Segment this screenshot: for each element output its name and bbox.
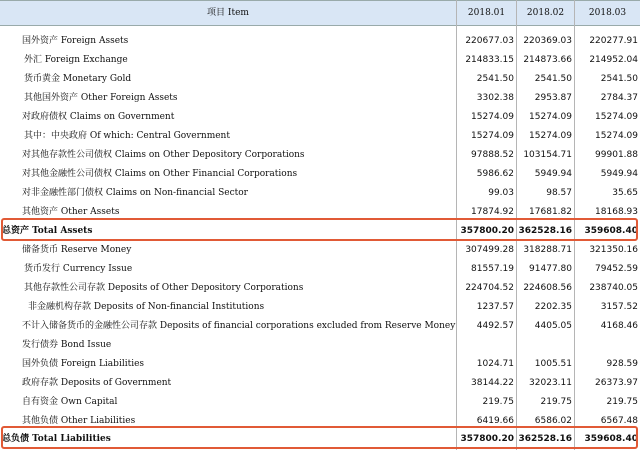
cell-value: 220677.03 — [465, 36, 514, 46]
table-row — [0, 298, 640, 317]
row-label: 不计入储备货币的金融性公司存款 Deposits of financial corporations excluded from Reserve Money — [22, 321, 456, 331]
cell-value: 91477.80 — [529, 264, 572, 274]
header-col-2018-03: 2018.03 — [574, 1, 640, 25]
table-row — [0, 108, 640, 127]
total-liabilities-highlight — [1, 426, 638, 449]
row-label: 对政府债权 Claims on Government — [22, 112, 175, 122]
cell-value: 81557.19 — [471, 264, 514, 274]
row-label: 外汇 Foreign Exchange — [24, 55, 128, 65]
cell-value: 99901.88 — [595, 150, 638, 160]
cell-value: 103154.71 — [523, 150, 572, 160]
table-header — [0, 0, 640, 26]
cell-value: 4405.05 — [534, 321, 572, 331]
cell-value: 32023.11 — [529, 378, 572, 388]
cell-value: 928.59 — [606, 359, 638, 369]
row-label: 总负债 Total Liabilities — [2, 434, 111, 444]
cell-value: 5986.62 — [476, 169, 514, 179]
table-row — [0, 51, 640, 70]
row-label: 其他国外资产 Other Foreign Assets — [24, 93, 178, 103]
cell-value: 219.75 — [606, 397, 638, 407]
cell-value: 238740.05 — [589, 283, 638, 293]
cell-value: 17681.82 — [529, 207, 572, 217]
cell-value: 359608.40 — [584, 434, 638, 444]
row-label: 自有资金 Own Capital — [22, 397, 118, 407]
cell-value: 224608.56 — [523, 283, 572, 293]
cell-value: 321350.16 — [589, 245, 638, 255]
row-label: 对其他金融性公司债权 Claims on Other Financial Corporations — [22, 169, 298, 179]
table-row — [0, 374, 640, 393]
cell-value — [574, 336, 640, 355]
cell-value: 15274.09 — [471, 131, 514, 141]
cell-value: 4168.46 — [600, 321, 638, 331]
row-label: 货币黄金 Monetary Gold — [24, 74, 132, 84]
cell-value: 1237.57 — [476, 302, 514, 312]
table-row — [0, 317, 640, 336]
cell-value: 97888.52 — [471, 150, 514, 160]
table-row — [0, 393, 640, 412]
cell-value: 220277.91 — [589, 36, 638, 46]
cell-value: 5949.94 — [600, 169, 638, 179]
row-label: 货币发行 Currency Issue — [24, 264, 133, 274]
cell-value: 2784.37 — [600, 93, 638, 103]
cell-value: 2953.87 — [534, 93, 572, 103]
table-row — [0, 184, 640, 203]
cell-value: 220369.03 — [523, 36, 572, 46]
cell-value: 17874.92 — [471, 207, 514, 217]
cell-value: 35.65 — [612, 188, 638, 198]
cell-value: 6419.66 — [476, 416, 514, 426]
cell-value: 4492.57 — [476, 321, 514, 331]
cell-value: 3302.38 — [476, 93, 514, 103]
table-row — [0, 146, 640, 165]
cell-value: 99.03 — [488, 188, 514, 198]
cell-value: 318288.71 — [523, 245, 572, 255]
cell-value: 219.75 — [540, 397, 572, 407]
cell-value: 2202.35 — [534, 302, 572, 312]
table-row — [0, 279, 640, 298]
cell-value: 98.57 — [546, 188, 572, 198]
cell-value: 357800.20 — [460, 226, 514, 236]
table-row — [0, 127, 640, 146]
cell-value: 15274.09 — [529, 131, 572, 141]
cell-value: 18168.93 — [595, 207, 638, 217]
cell-value: 6586.02 — [534, 416, 572, 426]
table-row — [0, 70, 640, 89]
cell-value: 219.75 — [482, 397, 514, 407]
cell-value: 2541.50 — [534, 74, 572, 84]
cell-value: 2541.50 — [600, 74, 638, 84]
table-row — [0, 32, 640, 51]
row-label: 政府存款 Deposits of Government — [22, 378, 172, 388]
row-label: 总资产 Total Assets — [2, 226, 93, 236]
cell-value — [456, 336, 516, 355]
cell-value: 3157.52 — [600, 302, 638, 312]
cell-value: 214952.04 — [589, 55, 638, 65]
row-label: 其他资产 Other Assets — [22, 207, 120, 217]
header-col-2018-01: 2018.01 — [456, 1, 516, 25]
cell-value: 15274.09 — [529, 112, 572, 122]
cell-value: 1024.71 — [476, 359, 514, 369]
cell-value: 15274.09 — [471, 112, 514, 122]
table-row — [0, 355, 640, 374]
cell-value: 2541.50 — [476, 74, 514, 84]
total-assets-highlight — [1, 218, 638, 241]
header-col-2018-02: 2018.02 — [516, 1, 574, 25]
table-row — [0, 241, 640, 260]
cell-value: 357800.20 — [460, 434, 514, 444]
header-item: 项目 Item — [207, 8, 249, 18]
row-label: 发行债券 Bond Issue — [22, 340, 112, 350]
cell-value: 359608.40 — [584, 226, 638, 236]
cell-value: 362528.16 — [518, 434, 572, 444]
cell-value: 214873.66 — [523, 55, 572, 65]
cell-value: 5949.94 — [534, 169, 572, 179]
cell-value: 38144.22 — [471, 378, 514, 388]
cell-value — [516, 336, 574, 355]
row-label: 对其他存款性公司债权 Claims on Other Depository Corporations — [22, 150, 305, 160]
table-row — [0, 89, 640, 108]
cell-value: 15274.09 — [595, 131, 638, 141]
cell-value: 362528.16 — [518, 226, 572, 236]
cell-value: 26373.97 — [595, 378, 638, 388]
cell-value: 307499.28 — [465, 245, 514, 255]
cell-value: 15274.09 — [595, 112, 638, 122]
row-label: 其中：中央政府 Of which: Central Government — [24, 131, 230, 141]
row-label: 国外资产 Foreign Assets — [22, 36, 129, 46]
row-label: 非金融机构存款 Deposits of Non-financial Institutions — [28, 302, 265, 312]
cell-value: 1005.51 — [534, 359, 572, 369]
table-row — [0, 165, 640, 184]
row-label: 其他负债 Other Liabilities — [22, 416, 136, 426]
cell-value: 224704.52 — [465, 283, 514, 293]
row-label: 储备货币 Reserve Money — [22, 245, 132, 255]
row-label: 国外负债 Foreign Liabilities — [22, 359, 145, 369]
table-row — [0, 260, 640, 279]
cell-value: 79452.59 — [595, 264, 638, 274]
cell-value: 6567.48 — [600, 416, 638, 426]
table-row — [0, 336, 640, 355]
cell-value: 214833.15 — [465, 55, 514, 65]
row-label: 对非金融性部门债权 Claims on Non-financial Sector — [22, 188, 248, 198]
row-label: 其他存款性公司存款 Deposits of Other Depository Corporations — [24, 283, 304, 293]
